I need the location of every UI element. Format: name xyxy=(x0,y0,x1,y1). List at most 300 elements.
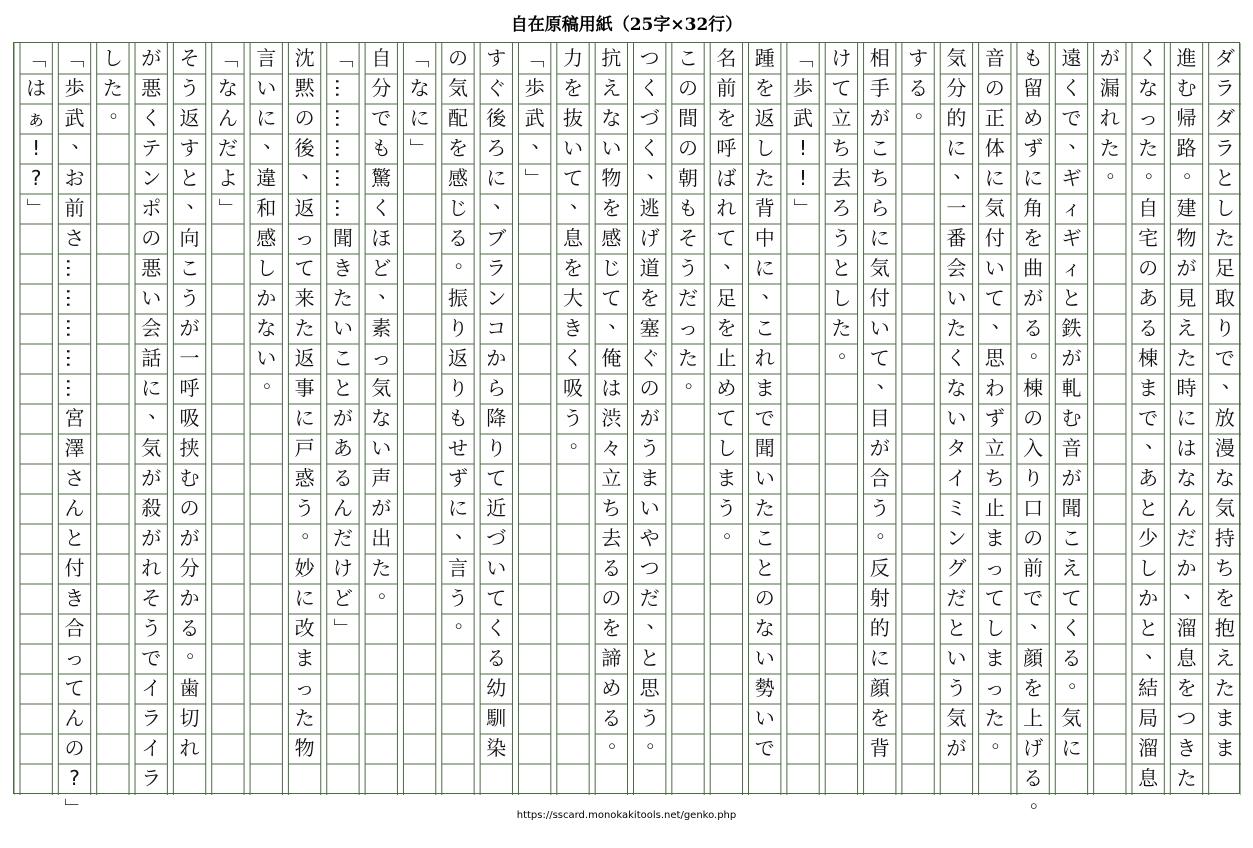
manuscript-char: や xyxy=(639,526,660,550)
manuscript-char: の xyxy=(678,76,699,100)
manuscript-char: 目 xyxy=(869,406,890,430)
manuscript-char: に xyxy=(409,106,430,130)
manuscript-char: ど xyxy=(332,586,353,610)
manuscript-char: か xyxy=(179,586,200,610)
manuscript-column xyxy=(557,43,589,795)
manuscript-char: に xyxy=(1061,736,1082,760)
manuscript-char: グ xyxy=(946,556,967,580)
manuscript-char: る xyxy=(601,706,622,730)
manuscript-char: 武 xyxy=(524,106,545,130)
manuscript-char: 」 xyxy=(330,618,355,638)
manuscript-char: て xyxy=(869,346,890,370)
manuscript-char: で xyxy=(754,736,775,760)
manuscript-char: で xyxy=(754,406,775,430)
manuscript-char: の xyxy=(601,586,622,610)
manuscript-char: れ xyxy=(716,196,737,220)
manuscript-char: 気 xyxy=(1214,496,1235,520)
manuscript-char: 切 xyxy=(179,706,200,730)
manuscript-char: 後 xyxy=(486,106,507,130)
manuscript-char: て xyxy=(716,226,737,250)
manuscript-char: ラ xyxy=(486,256,507,280)
manuscript-char: 」 xyxy=(791,198,816,218)
manuscript-char: … xyxy=(330,108,355,128)
manuscript-char: お xyxy=(64,166,85,190)
manuscript-char: う xyxy=(716,496,737,520)
manuscript-char: て xyxy=(984,286,1005,310)
manuscript-char: い xyxy=(371,436,392,460)
manuscript-column xyxy=(250,43,282,795)
manuscript-char: こ xyxy=(754,316,775,340)
manuscript-char: ミ xyxy=(946,496,967,520)
manuscript-char: 立 xyxy=(984,436,1005,460)
manuscript-char: を xyxy=(639,286,660,310)
manuscript-char: を xyxy=(562,256,583,280)
manuscript-char: 道 xyxy=(639,256,660,280)
manuscript-char: … xyxy=(330,198,355,218)
manuscript-char: な xyxy=(754,616,775,640)
manuscript-char: テ xyxy=(141,136,162,160)
manuscript-char: む xyxy=(1176,76,1197,100)
manuscript-char: た xyxy=(831,316,852,340)
manuscript-char: む xyxy=(1061,406,1082,430)
manuscript-char: 息 xyxy=(1138,766,1159,790)
manuscript-char: だ xyxy=(217,136,238,160)
manuscript-char: 」 xyxy=(407,138,432,158)
manuscript-char: 曲 xyxy=(1023,256,1044,280)
manuscript-char: く xyxy=(371,196,392,220)
manuscript-char: 悪 xyxy=(141,256,162,280)
manuscript-char: さ xyxy=(64,226,85,250)
manuscript-char: 悪 xyxy=(141,76,162,100)
manuscript-char: も xyxy=(447,406,468,430)
manuscript-column xyxy=(212,43,244,795)
manuscript-char: れ xyxy=(141,556,162,580)
manuscript-column xyxy=(864,43,896,795)
manuscript-column xyxy=(442,43,474,795)
manuscript-char: 思 xyxy=(984,346,1005,370)
manuscript-char: 「 xyxy=(24,48,49,68)
manuscript-char: 建 xyxy=(1176,196,1197,220)
manuscript-char: … xyxy=(62,348,87,368)
manuscript-char: 会 xyxy=(141,316,162,340)
manuscript-char: 抜 xyxy=(562,106,583,130)
manuscript-char: 相 xyxy=(869,46,890,70)
manuscript-char: 結 xyxy=(1138,676,1159,700)
manuscript-char: 、 xyxy=(723,248,744,272)
manuscript-char: じ xyxy=(601,256,622,280)
manuscript-char: し xyxy=(102,46,123,70)
manuscript-column xyxy=(595,43,627,795)
manuscript-char: ん xyxy=(332,496,353,520)
manuscript-char: か xyxy=(486,346,507,370)
manuscript-char: で xyxy=(1023,586,1044,610)
manuscript-char: を xyxy=(1023,676,1044,700)
manuscript-column xyxy=(825,43,857,795)
manuscript-char: で xyxy=(1214,346,1235,370)
manuscript-char: の xyxy=(179,496,200,520)
manuscript-char: り xyxy=(447,376,468,400)
manuscript-char: を xyxy=(754,76,775,100)
manuscript-char: う xyxy=(639,436,660,460)
manuscript-char: と xyxy=(179,166,200,190)
manuscript-char: 背 xyxy=(754,196,775,220)
manuscript-char: う xyxy=(831,226,852,250)
manuscript-char: 物 xyxy=(601,166,622,190)
manuscript-char: た xyxy=(294,316,315,340)
manuscript-char: 棟 xyxy=(1138,346,1159,370)
manuscript-char: い xyxy=(869,316,890,340)
manuscript-char: な xyxy=(946,376,967,400)
manuscript-char: 思 xyxy=(639,676,660,700)
manuscript-char: 持 xyxy=(1214,526,1235,550)
manuscript-char: て xyxy=(64,676,85,700)
manuscript-char: ま xyxy=(1214,736,1235,760)
manuscript-char: 。 xyxy=(646,728,667,752)
manuscript-column xyxy=(787,43,819,795)
manuscript-char: か xyxy=(1176,556,1197,580)
manuscript-char: て xyxy=(831,76,852,100)
manuscript-char: い xyxy=(562,136,583,160)
manuscript-char: 気 xyxy=(984,196,1005,220)
manuscript-char: っ xyxy=(1138,106,1159,130)
manuscript-char: 前 xyxy=(1023,556,1044,580)
manuscript-char: 一 xyxy=(946,196,967,220)
manuscript-char: 。 xyxy=(1068,668,1089,692)
manuscript-char: が xyxy=(946,736,967,760)
manuscript-char: ら xyxy=(869,196,890,220)
manuscript-char: だ xyxy=(639,586,660,610)
manuscript-char: ! xyxy=(799,136,808,160)
manuscript-char: ン xyxy=(486,286,507,310)
manuscript-char: の xyxy=(1023,406,1044,430)
manuscript-column xyxy=(1170,43,1202,795)
manuscript-char: は xyxy=(1176,436,1197,460)
manuscript-char: が xyxy=(141,526,162,550)
manuscript-char: 「 xyxy=(330,48,355,68)
manuscript-char: め xyxy=(1023,106,1044,130)
manuscript-char: う xyxy=(678,256,699,280)
manuscript-char: 「 xyxy=(522,48,547,68)
manuscript-column xyxy=(518,43,550,795)
manuscript-char: た xyxy=(371,556,392,580)
manuscript-char: 。 xyxy=(608,728,629,752)
manuscript-char: 聞 xyxy=(332,226,353,250)
manuscript-char: … xyxy=(330,168,355,188)
manuscript-char: あ xyxy=(1138,286,1159,310)
manuscript-char: な xyxy=(409,76,430,100)
manuscript-char: を xyxy=(716,316,737,340)
manuscript-char: ま xyxy=(984,646,1005,670)
manuscript-char: 。 xyxy=(876,518,897,542)
manuscript-char: 漏 xyxy=(1099,76,1120,100)
manuscript-char: の xyxy=(639,376,660,400)
manuscript-column xyxy=(20,43,52,795)
manuscript-char: る xyxy=(332,466,353,490)
manuscript-char: る xyxy=(1023,316,1044,340)
manuscript-char: が xyxy=(1061,466,1082,490)
manuscript-char: り xyxy=(1023,466,1044,490)
manuscript-char: 溜 xyxy=(1138,736,1159,760)
manuscript-char: 踵 xyxy=(754,46,775,70)
manuscript-char: 軋 xyxy=(1061,376,1082,400)
manuscript-char: 、 xyxy=(301,158,322,182)
manuscript-char: 分 xyxy=(179,556,200,580)
manuscript-column xyxy=(749,43,781,795)
manuscript-char: え xyxy=(601,76,622,100)
manuscript-char: も xyxy=(371,136,392,160)
manuscript-char: う xyxy=(447,586,468,610)
manuscript-char: な xyxy=(371,406,392,430)
manuscript-char: を xyxy=(447,136,468,160)
manuscript-char: と xyxy=(946,616,967,640)
manuscript-char: ラ xyxy=(141,766,162,790)
manuscript-char: ン xyxy=(946,526,967,550)
manuscript-char: ま xyxy=(1214,706,1235,730)
manuscript-char: 名 xyxy=(716,46,737,70)
manuscript-char: げ xyxy=(639,226,660,250)
manuscript-char: 物 xyxy=(294,736,315,760)
manuscript-char: が xyxy=(141,466,162,490)
manuscript-char: づ xyxy=(639,106,660,130)
manuscript-column xyxy=(173,43,205,795)
manuscript-char: き xyxy=(332,256,353,280)
manuscript-char: し xyxy=(831,286,852,310)
manuscript-char: 立 xyxy=(831,106,852,130)
manuscript-char: に xyxy=(869,226,890,250)
manuscript-char: 感 xyxy=(256,226,277,250)
manuscript-char: が xyxy=(332,406,353,430)
manuscript-column xyxy=(288,43,320,795)
manuscript-char: に xyxy=(1176,406,1197,430)
manuscript-char: づ xyxy=(486,526,507,550)
manuscript-char: の xyxy=(1023,526,1044,550)
manuscript-char: ポ xyxy=(141,196,162,220)
manuscript-char: を xyxy=(1214,586,1235,610)
manuscript-char: ダ xyxy=(1214,46,1235,70)
manuscript-char: 自 xyxy=(371,46,392,70)
manuscript-char: う xyxy=(562,406,583,430)
manuscript-char: ギ xyxy=(1061,166,1082,190)
manuscript-char: い xyxy=(984,256,1005,280)
manuscript-char: 歩 xyxy=(64,76,85,100)
manuscript-char: つ xyxy=(639,46,660,70)
manuscript-char: て xyxy=(486,466,507,490)
manuscript-char: か xyxy=(1138,586,1159,610)
manuscript-char: が xyxy=(639,406,660,430)
manuscript-char: … xyxy=(330,78,355,98)
manuscript-char: 、 xyxy=(263,128,284,152)
manuscript-char: 、 xyxy=(569,188,590,212)
manuscript-char: を xyxy=(1023,226,1044,250)
manuscript-char: ラ xyxy=(1214,76,1235,100)
manuscript-char: 会 xyxy=(946,256,967,280)
manuscript-char: ん xyxy=(64,706,85,730)
manuscript-char: 感 xyxy=(601,226,622,250)
manuscript-char: う xyxy=(294,496,315,520)
manuscript-char: い xyxy=(141,286,162,310)
manuscript-char: 声 xyxy=(371,466,392,490)
manuscript-column xyxy=(365,43,397,795)
manuscript-char: 局 xyxy=(1138,706,1159,730)
manuscript-char: を xyxy=(601,196,622,220)
manuscript-char: 渋 xyxy=(601,406,622,430)
manuscript-char: り xyxy=(486,436,507,460)
manuscript-char: 前 xyxy=(716,76,737,100)
manuscript-char: 、 xyxy=(71,128,92,152)
manuscript-char: 気 xyxy=(371,376,392,400)
manuscript-char: 振 xyxy=(447,286,468,310)
manuscript-char: 付 xyxy=(869,286,890,310)
manuscript-char: 「 xyxy=(791,48,816,68)
manuscript-char: 向 xyxy=(179,226,200,250)
manuscript-char: っ xyxy=(984,556,1005,580)
manuscript-char: 力 xyxy=(562,46,583,70)
manuscript-char: 。 xyxy=(991,728,1012,752)
manuscript-char: 、 xyxy=(646,608,667,632)
manuscript-char: 。 xyxy=(186,638,207,662)
manuscript-char: 棟 xyxy=(1023,376,1044,400)
manuscript-char: に xyxy=(754,256,775,280)
manuscript-char: 降 xyxy=(486,406,507,430)
manuscript-char: 。 xyxy=(454,248,475,272)
manuscript-char: ほ xyxy=(371,226,392,250)
manuscript-char: … xyxy=(330,138,355,158)
manuscript-char: 見 xyxy=(1176,286,1197,310)
manuscript-char: 」 xyxy=(215,198,240,218)
manuscript-char: と xyxy=(639,646,660,670)
manuscript-char: イ xyxy=(141,736,162,760)
manuscript-char: 返 xyxy=(294,196,315,220)
manuscript-char: 射 xyxy=(869,586,890,610)
manuscript-char: 言 xyxy=(447,556,468,580)
manuscript-char: 黙 xyxy=(294,76,315,100)
manuscript-char: ラ xyxy=(1214,136,1235,160)
manuscript-column xyxy=(1055,43,1087,795)
manuscript-char: え xyxy=(1061,556,1082,580)
manuscript-char: る xyxy=(486,646,507,670)
manuscript-char: 息 xyxy=(562,226,583,250)
manuscript-char: 的 xyxy=(946,106,967,130)
manuscript-char: 抗 xyxy=(601,46,622,70)
manuscript-char: る xyxy=(1023,766,1044,790)
manuscript-char: 配 xyxy=(447,106,468,130)
manuscript-char: じ xyxy=(447,196,468,220)
manuscript-char: ン xyxy=(141,166,162,190)
manuscript-char: 、 xyxy=(991,308,1012,332)
manuscript-char: 進 xyxy=(1176,46,1197,70)
manuscript-char: 呼 xyxy=(179,376,200,400)
manuscript-char: 背 xyxy=(869,736,890,760)
manuscript-char: 音 xyxy=(1061,436,1082,460)
manuscript-char: 反 xyxy=(869,556,890,580)
manuscript-char: 違 xyxy=(256,166,277,190)
manuscript-char: 角 xyxy=(1023,196,1044,220)
manuscript-char: け xyxy=(831,46,852,70)
manuscript-char: し xyxy=(256,256,277,280)
manuscript-char: に xyxy=(1023,166,1044,190)
manuscript-char: 合 xyxy=(869,466,890,490)
manuscript-char: む xyxy=(179,466,200,490)
manuscript-char: だ xyxy=(946,586,967,610)
manuscript-char: ま xyxy=(639,466,660,490)
manuscript-char: を xyxy=(869,706,890,730)
manuscript-char: 分 xyxy=(371,76,392,100)
manuscript-char: 妙 xyxy=(294,556,315,580)
manuscript-char: の xyxy=(447,46,468,70)
manuscript-char: ブ xyxy=(486,226,507,250)
manuscript-char: ぐ xyxy=(639,346,660,370)
manuscript-char: れ xyxy=(1099,106,1120,130)
manuscript-char: 近 xyxy=(486,496,507,520)
manuscript-char: い xyxy=(639,496,660,520)
manuscript-char: 。 xyxy=(1030,788,1051,812)
manuscript-char: と xyxy=(1214,166,1235,190)
manuscript-char: だ xyxy=(332,526,353,550)
manuscript-char: コ xyxy=(486,316,507,340)
manuscript-char: 呼 xyxy=(716,136,737,160)
manuscript-char: た xyxy=(946,316,967,340)
manuscript-column xyxy=(1094,43,1126,795)
manuscript-char: し xyxy=(1138,556,1159,580)
manuscript-char: あ xyxy=(1138,466,1159,490)
manuscript-char: 素 xyxy=(371,316,392,340)
manuscript-char: い xyxy=(754,706,775,730)
manuscript-char: の xyxy=(1138,256,1159,280)
manuscript-char: た xyxy=(102,76,123,100)
manuscript-char: 足 xyxy=(716,286,737,310)
manuscript-char: ? xyxy=(69,766,80,790)
manuscript-column xyxy=(135,43,167,795)
manuscript-char: の xyxy=(64,736,85,760)
manuscript-char: も xyxy=(678,196,699,220)
manuscript-char: 」 xyxy=(62,798,87,818)
manuscript-char: い xyxy=(754,466,775,490)
manuscript-char: ず xyxy=(1023,136,1044,160)
manuscript-char: う xyxy=(179,286,200,310)
manuscript-char: 武 xyxy=(793,106,814,130)
manuscript-char: と xyxy=(332,376,353,400)
manuscript-char: く xyxy=(1061,616,1082,640)
manuscript-char: 、 xyxy=(1068,128,1089,152)
manuscript-char: ば xyxy=(716,166,737,190)
manuscript-char: 武 xyxy=(64,106,85,130)
manuscript-char: 歯 xyxy=(179,676,200,700)
manuscript-char: が xyxy=(1023,286,1044,310)
manuscript-char: ち xyxy=(831,136,852,160)
manuscript-char: い xyxy=(601,136,622,160)
manuscript-char: 、 xyxy=(186,188,207,212)
manuscript-char: ず xyxy=(984,406,1005,430)
manuscript-char: 話 xyxy=(141,346,162,370)
manuscript-column xyxy=(979,43,1011,795)
manuscript-char: 返 xyxy=(447,346,468,370)
manuscript-char: 澤 xyxy=(64,436,85,460)
manuscript-char: 体 xyxy=(984,136,1005,160)
manuscript-char: 大 xyxy=(562,286,583,310)
manuscript-char: つ xyxy=(639,556,660,580)
manuscript-char: 勢 xyxy=(754,676,775,700)
manuscript-char: ず xyxy=(447,466,468,490)
manuscript-char: 合 xyxy=(64,616,85,640)
manuscript-char: に xyxy=(869,646,890,670)
manuscript-char: る xyxy=(601,556,622,580)
manuscript-char: イ xyxy=(946,466,967,490)
manuscript-char: 鉄 xyxy=(1061,316,1082,340)
manuscript-char: い xyxy=(946,406,967,430)
manuscript-char: イ xyxy=(141,676,162,700)
manuscript-char: 吸 xyxy=(562,376,583,400)
manuscript-char: の xyxy=(754,586,775,610)
